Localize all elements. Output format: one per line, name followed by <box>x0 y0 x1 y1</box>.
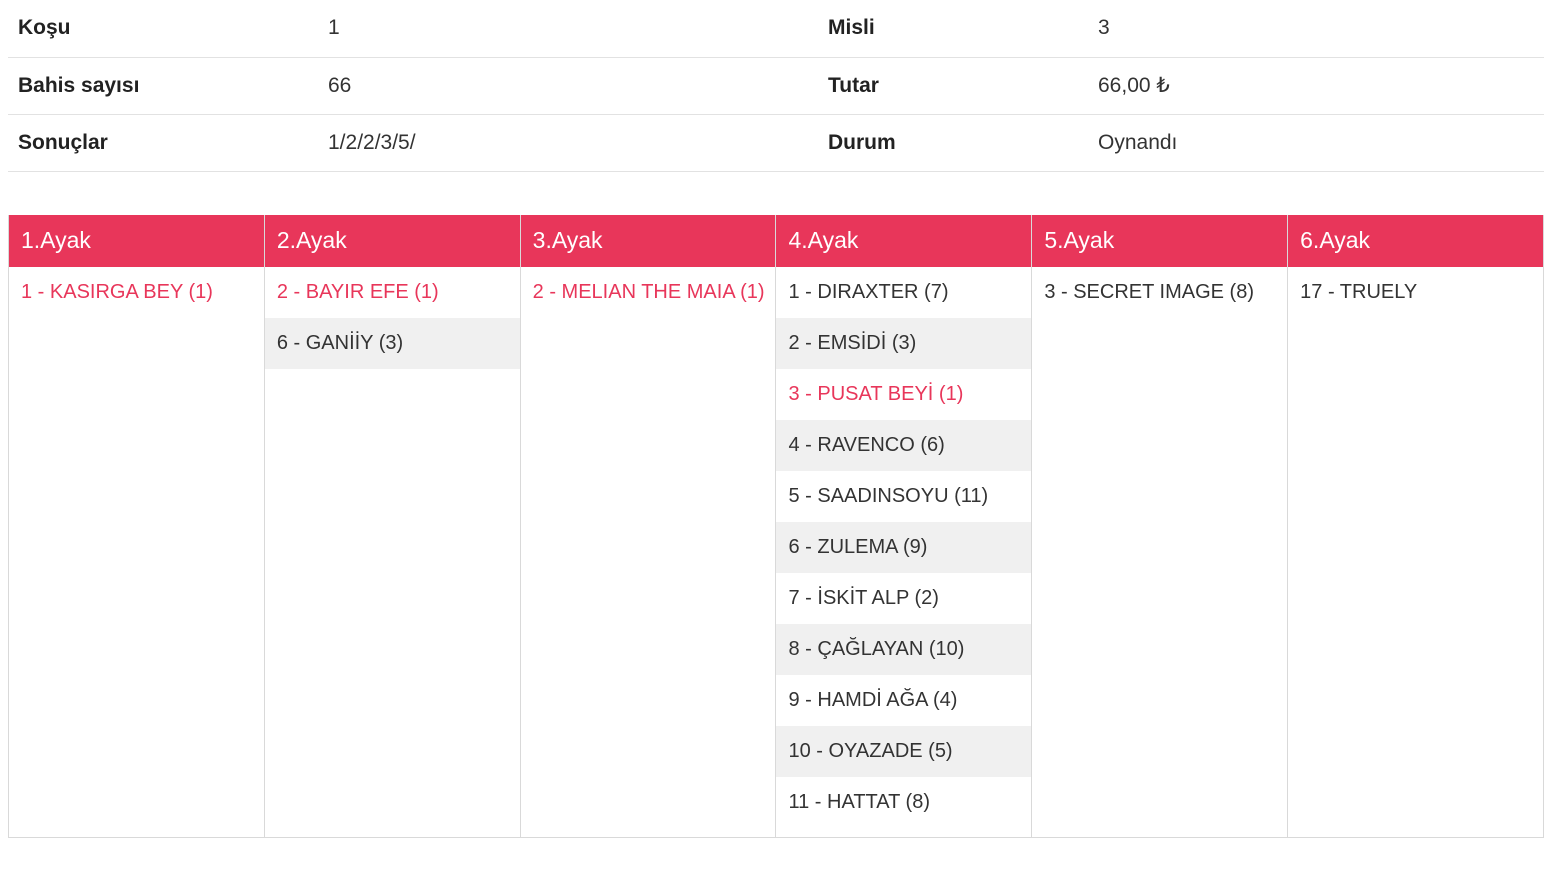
list-item[interactable]: 5 - SAADINSOYU (11) <box>788 484 989 507</box>
leg-body-2 <box>265 267 520 837</box>
list-item[interactable]: 6 - GANİİY (3) <box>265 318 520 369</box>
table-row <box>8 57 1544 114</box>
summary-label-misli: Misli <box>828 16 875 40</box>
summary-label-tutar: Tutar <box>828 73 879 97</box>
summary-label-sonuclar: Sonuçlar <box>18 130 108 154</box>
summary-value-bahis-sayisi: 66 <box>328 73 352 97</box>
list-item[interactable]: 3 - PUSAT BEYİ (1) <box>788 382 964 405</box>
list-item[interactable]: 10 - OYAZADE (5) <box>776 726 1031 777</box>
table-row <box>8 0 1544 57</box>
leg-column-1 <box>8 215 265 838</box>
summary-value-durum: Oynandı <box>1098 130 1178 154</box>
leg-column-6 <box>1288 215 1544 838</box>
list-item[interactable]: 6 - ZULEMA (9) <box>776 522 1031 573</box>
leg-header-4: 4.Ayak <box>776 215 1031 267</box>
leg-header-3: 3.Ayak <box>521 215 776 267</box>
list-item[interactable]: 9 - HAMDİ AĞA (4) <box>788 688 958 711</box>
leg-column-5 <box>1032 215 1288 838</box>
leg-header-1: 1.Ayak <box>9 215 264 267</box>
list-item[interactable]: 8 - ÇAĞLAYAN (10) <box>776 624 1031 675</box>
leg-column-2 <box>265 215 521 838</box>
summary-label-bahis-sayisi: Bahis sayısı <box>18 73 140 97</box>
list-item[interactable]: 2 - BAYIR EFE (1) <box>276 280 439 303</box>
list-item[interactable]: 17 - TRUELY <box>1300 280 1418 303</box>
bet-summary-table <box>8 0 1544 172</box>
leg-header-5: 5.Ayak <box>1032 215 1287 267</box>
bet-summary-body <box>8 0 1544 171</box>
leg-body-1 <box>9 267 264 837</box>
list-item[interactable]: 11 - HATTAT (8) <box>788 790 930 813</box>
leg-column-4 <box>776 215 1032 838</box>
summary-value-misli: 3 <box>1098 16 1110 40</box>
leg-body-6 <box>1288 267 1543 837</box>
summary-value-kosu: 1 <box>328 16 340 40</box>
list-item[interactable]: 7 - İSKİT ALP (2) <box>788 586 939 609</box>
leg-body-5 <box>1032 267 1287 837</box>
list-item[interactable]: 1 - KASIRGA BEY (1) <box>21 280 213 303</box>
summary-label-durum: Durum <box>828 130 896 154</box>
list-item[interactable]: 4 - RAVENCO (6) <box>776 420 1031 471</box>
list-item[interactable]: 2 - EMSİDİ (3) <box>776 318 1031 369</box>
list-item[interactable]: 1 - DIRAXTER (7) <box>788 280 949 303</box>
list-item[interactable]: 2 - MELIAN THE MAIA (1) <box>532 280 765 303</box>
leg-body-3 <box>521 267 776 837</box>
leg-header-2: 2.Ayak <box>265 215 520 267</box>
legs-container <box>8 215 1544 838</box>
summary-value-tutar: 66,00 ₺ <box>1098 74 1170 97</box>
summary-value-sonuclar: 1/2/2/3/5/ <box>328 130 416 154</box>
table-row <box>8 114 1544 171</box>
leg-column-3 <box>521 215 777 838</box>
list-item[interactable]: 3 - SECRET IMAGE (8) <box>1044 280 1254 303</box>
leg-body-4 <box>776 267 1031 837</box>
summary-label-kosu: Koşu <box>18 16 71 40</box>
leg-header-6: 6.Ayak <box>1288 215 1543 267</box>
